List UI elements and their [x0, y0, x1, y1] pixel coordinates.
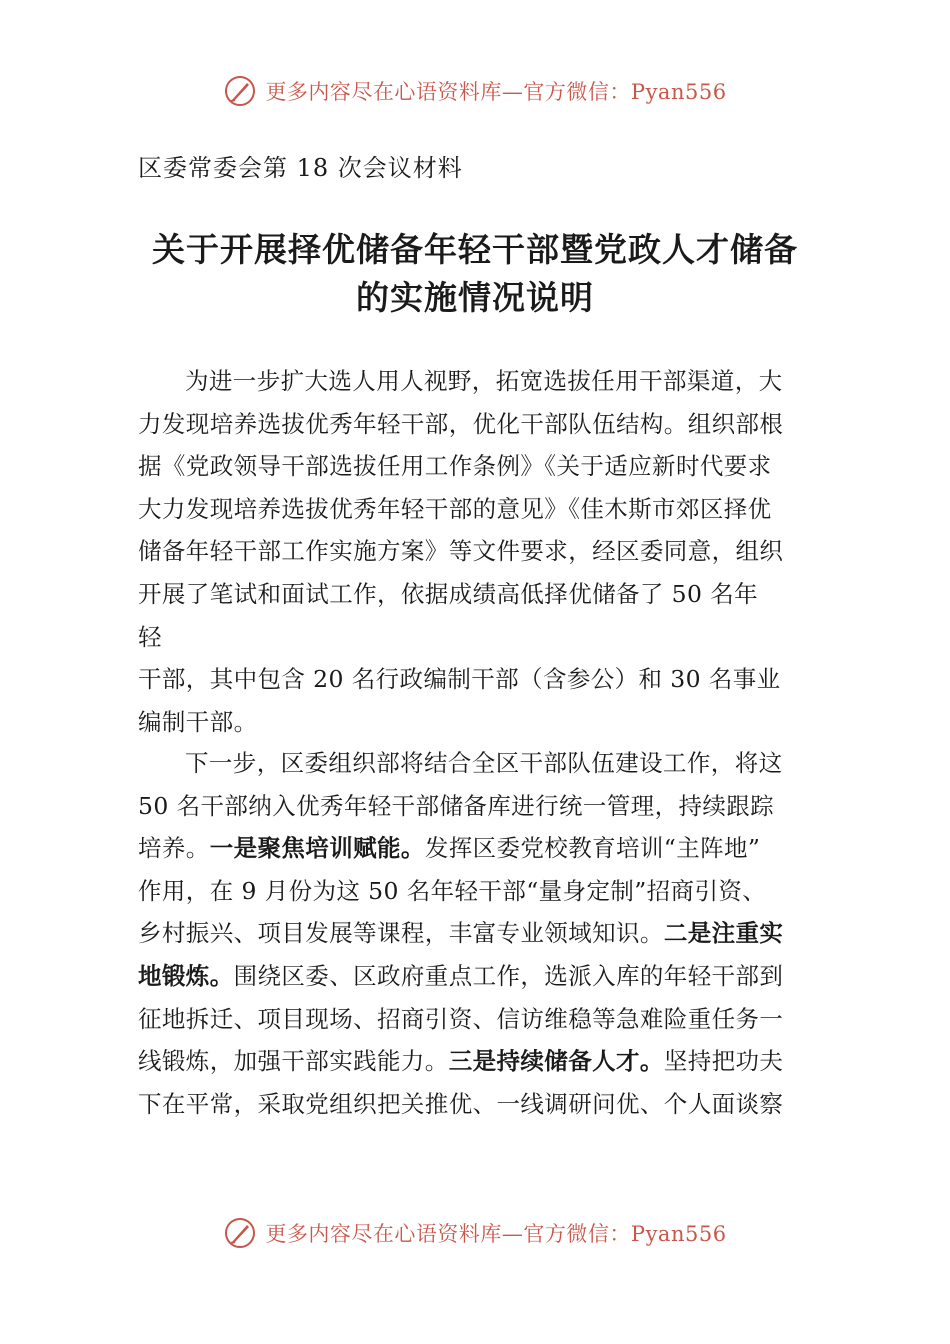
paragraph-2 — [138, 742, 818, 1125]
title-line-2: 的实施情况说明 — [356, 278, 594, 317]
highlight-point-2: 二是注重实 — [663, 919, 784, 948]
text-segment: 坚持把功夫 — [663, 1047, 784, 1076]
paragraph-1-line: 力发现培养选拔优秀年轻干部，优化干部队伍结构。组织部根 — [138, 409, 784, 438]
watermark-text: 更多内容尽在心语资料库—官方微信：Pyan556 — [265, 80, 727, 104]
paragraph-1-line: 为进一步扩大选人用人视野，拓宽选拔任用干部渠道，大 — [185, 367, 783, 395]
highlight-point-2-cont: 地锻炼。 — [138, 961, 234, 990]
paragraph-1-line: 据《党政领导干部选拔任用工作条例》《关于适应新时代要求 — [138, 452, 772, 481]
watermark-text: 更多内容尽在心语资料库—官方微信：Pyan556 — [265, 1222, 727, 1246]
paragraph-2-line: 50 名干部纳入优秀年轻干部储备库进行统一管理，持续跟踪 — [138, 791, 775, 820]
paragraph-1-line: 大力发现培养选拔优秀年轻干部的意见》《佳木斯市郊区择优 — [138, 494, 772, 523]
paragraph-1 — [138, 360, 818, 743]
paragraph-2-line — [138, 955, 818, 998]
text-segment: 发挥区委党校教育培训“主阵地” — [424, 834, 761, 863]
highlight-point-3: 三是持续储备人才。 — [448, 1047, 664, 1076]
paragraph-1-line: 干部，其中包含 20 名行政编制干部（含参公）和 30 名事业 — [138, 665, 781, 694]
text-segment: 线锻炼，加强干部实践能力。 — [138, 1047, 449, 1076]
meeting-label: 区委常委会第 18 次会议材料 — [138, 154, 463, 182]
title-line-1: 关于开展择优储备年轻干部暨党政人才储备 — [152, 230, 798, 269]
text-segment: 培养。 — [138, 834, 210, 863]
text-segment: 乡村振兴、项目发展等课程，丰富专业领域知识。 — [138, 919, 664, 948]
paragraph-2-line: 作用，在 9 月份为这 50 名年轻干部“量身定制”招商引资、 — [138, 876, 767, 905]
watermark-footer — [0, 1216, 950, 1250]
paragraph-2-line — [138, 827, 818, 870]
paragraph-1-line: 开展了笔试和面试工作，依据成绩高低择优储备了 50 名年 — [138, 579, 759, 608]
paragraph-1-line: 编制干部。 — [138, 707, 258, 736]
paragraph-2-line: 下一步，区委组织部将结合全区干部队伍建设工作，将这 — [185, 749, 783, 777]
document-title — [100, 226, 850, 322]
paragraph-2-line: 征地拆迁、项目现场、招商引资、信访维稳等急难险重任务一 — [138, 1004, 784, 1033]
text-segment: 围绕区委、区政府重点工作，选派入库的年轻干部到 — [233, 961, 784, 990]
paragraph-1-line: 轻 — [138, 622, 162, 651]
paragraph-2-line — [138, 912, 818, 955]
watermark-header — [0, 74, 950, 108]
feather-pen-logo-icon — [223, 1216, 257, 1250]
paragraph-2-line: 下在平常，采取党组织把关推优、一线调研问优、个人面谈察 — [138, 1089, 784, 1118]
feather-pen-logo-icon — [223, 74, 257, 108]
highlight-point-1: 一是聚焦培训赋能。 — [209, 834, 425, 863]
paragraph-2-line — [138, 1040, 818, 1083]
paragraph-1-line: 储备年轻干部工作实施方案》等文件要求，经区委同意，组织 — [138, 537, 784, 566]
